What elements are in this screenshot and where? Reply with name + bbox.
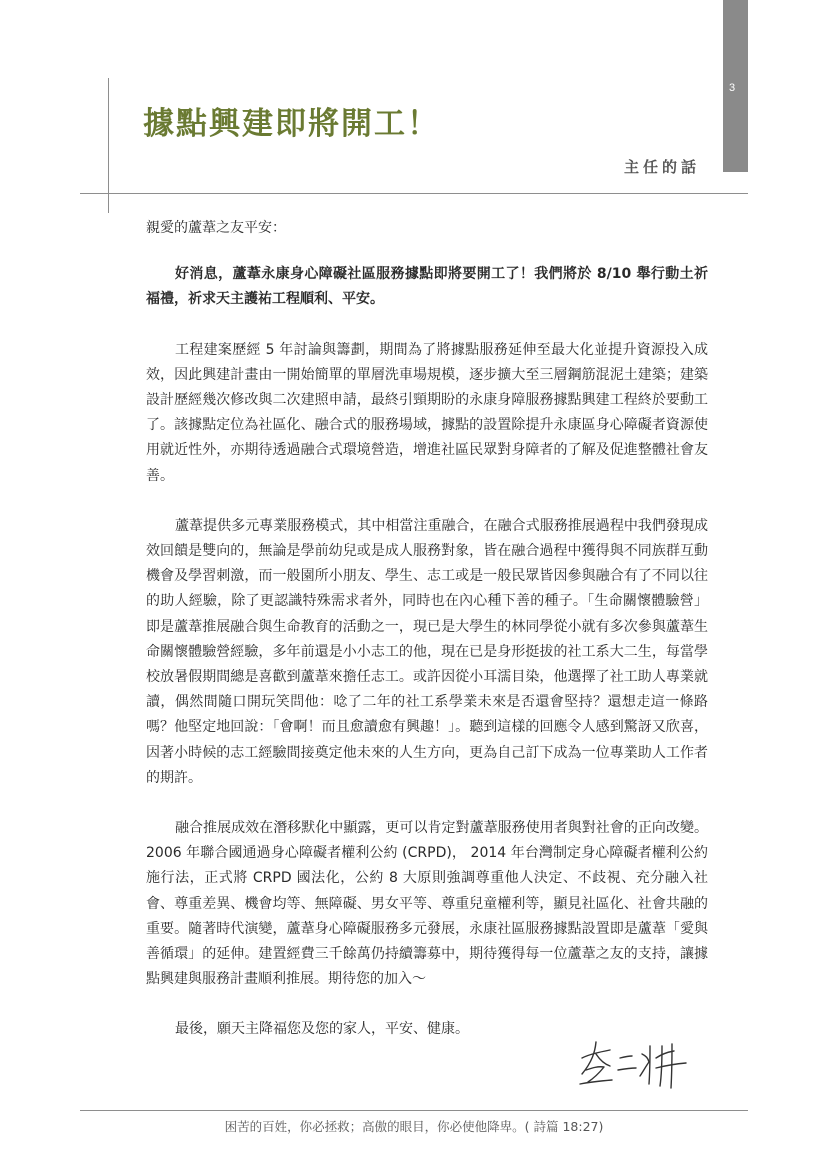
page-number: 3 [729, 82, 736, 94]
handwritten-signature [576, 1036, 696, 1094]
closing-blessing: 最後，願天主降福您及您的家人，平安、健康。 [175, 1021, 469, 1038]
column-name: 主任的話 [624, 158, 701, 176]
paragraph-inclusion: 蘆葦提供多元專業服務模式，其中相當注重融合，在融合式服務推展過程中我們發現成效回饋是雙向的，無論是學前幼兒或是成人服務對象，皆在融合過程中獲得與不同族群互動機會及學習刺激，而一般園所小朋友、學生、志工或是一般民眾皆因參與融合有了不同以往的助人經驗，除了更認識特殊需求者外，同時也在內心種下善的種子。「生命關懷體驗營」即是蘆葦推展融合與生命教育的活動之一，現已是大學生的林同學從小就有多次參與蘆葦生命關懷體驗營經驗，多年前還是小小志工的他，現在已是身形挺拔的社工系大二生，每當學校放暑假期間總是喜歡到蘆葦來擔任志工。或許因從小耳濡目染，他選擇了社工助人專業就讀，偶然間隨口開玩笑問他：唸了二年的社工系學業未來是否還會堅持？還想走這一條路嗎？他堅定地回說：「會啊！而且愈讀愈有興趣！」。聽到這樣的回應令人感到驚訝又欣喜，因著小時候的志工經驗間接奠定他未來的人生方向，更為自己訂下成為一位專業助人工作者的期許。 [146, 517, 708, 786]
lead-paragraph: 好消息，蘆葦永康身心障礙社區服務據點即將要開工了！我們將於 8/10 舉行動土祈福禮，祈求天主護祐工程順利、平安。 [146, 266, 708, 308]
header-rule [80, 193, 748, 194]
page-title: 據點興建即將開工！ [143, 106, 440, 142]
letter-greeting: 親愛的蘆葦之友平安： [146, 220, 286, 236]
page-tab [723, 0, 748, 172]
paragraph-crpd: 融合推展成效在潛移默化中顯露，更可以肯定對蘆葦服務使用者與對社會的正向改變。2006 年聯合國通過身心障礙者權利公約 (CRPD)， 2014 年台灣制定身心障礙者權利公約施行法，正式將 CRPD 國法化，公約 8 大原則強調尊重他人決定、不歧視、充分融入社會、尊重差異、機會均等、無障礙、男女平等、尊重兒童權利等，顯見社區化、社會共融的重要。隨著時代演變，蘆葦身心障礙服務多元發展，永康社區服務據點設置即是蘆葦「愛與善循環」的延伸。建置經費三千餘萬仍持續籌募中，期待獲得每一位蘆葦之友的支持，讓據點興建與服務計畫順利推展。期待您的加入～ [146, 820, 708, 988]
paragraph-project: 工程建案歷經 5 年討論與籌劃，期間為了將據點服務延伸至最大化並提升資源投入成效，因此興建計畫由一開始簡單的單層洗車場規模，逐步擴大至三層鋼筋混泥土建築；建築設計歷經幾次修改與二次建照申請，最終引頸期盼的永康身障服務據點興建工程終於要動工了。該據點定位為社區化、融合式的服務場域，據點的設置除提升永康區身心障礙者資源使用就近性外，亦期待透過融合式環境營造，增進社區民眾對身障者的了解及促進整體社會友善。 [146, 341, 708, 484]
footer-verse: 困苦的百姓，你必拯救；高傲的眼目，你必使他降卑。( 詩篇 18:27) [224, 1119, 604, 1134]
letter-body [146, 216, 708, 1043]
footer-rule [80, 1110, 748, 1111]
